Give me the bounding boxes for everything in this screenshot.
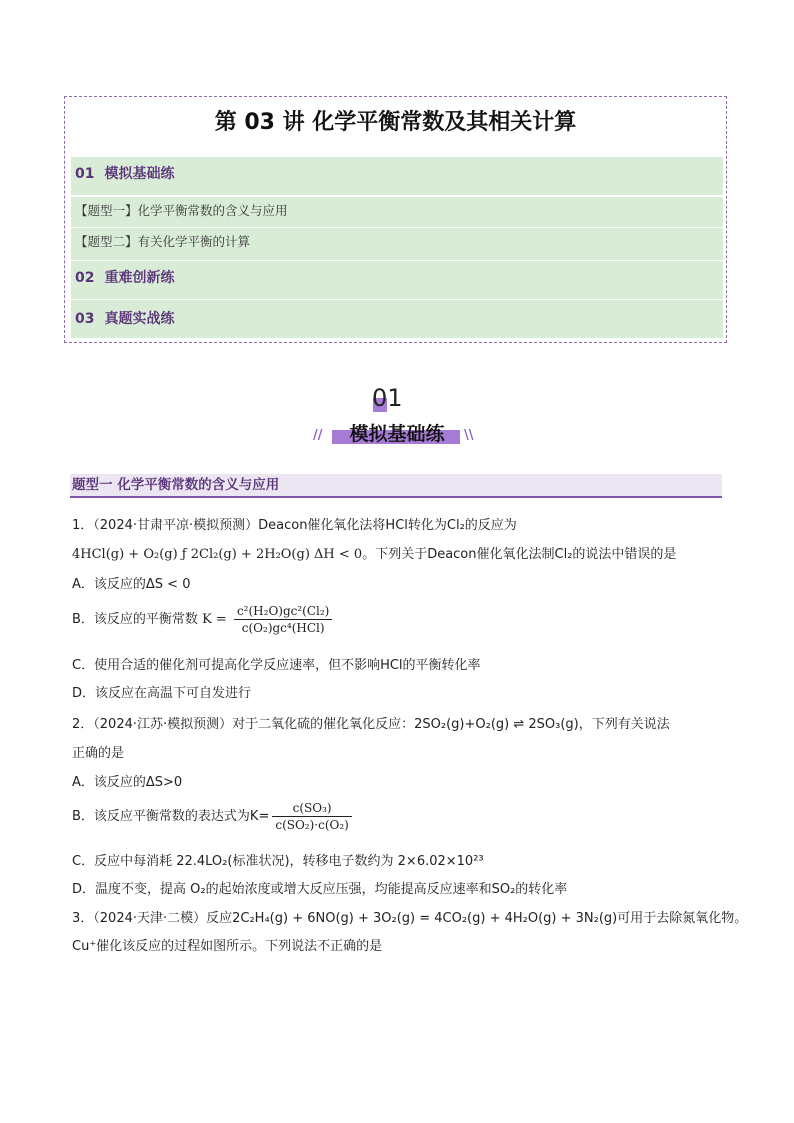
- question-type-header: 题型一 化学平衡常数的含义与应用: [70, 474, 722, 498]
- q2-option-d: D．温度不变，提高 O₂的起始浓度或增大反应压强，均能提高反应速率和SO₂的转化率: [72, 882, 568, 897]
- fraction-denominator: c(O₂)gc⁴(HCl): [241, 621, 325, 635]
- toc-item-real-exam[interactable]: [71, 300, 723, 338]
- q1-option-c: C．使用合适的催化剂可提高化学反应速率，但不影响HCl的平衡转化率: [72, 658, 481, 673]
- toc-item-number: 02: [75, 270, 95, 286]
- fraction-numerator: c(SO₃): [272, 801, 352, 817]
- section-slash-right: \\: [464, 428, 474, 443]
- q1-equation: 4HCl(g) + O₂(g) ƒ 2Cl₂(g) + 2H₂O(g) ΔH < 0: [72, 547, 363, 562]
- q1-stem-line2: [72, 543, 676, 562]
- section-number: 01: [372, 384, 403, 412]
- q2-stem-line2: 正确的是: [72, 746, 125, 761]
- toc-item-number: 01: [75, 166, 95, 182]
- section-slash-left: //: [313, 428, 323, 443]
- section-title: 模拟基础练: [349, 423, 445, 445]
- q1-stem-tail: 。下列关于Deacon催化氧化法制Cl₂的说法中错误的是: [362, 547, 677, 562]
- q2-option-c: C．反应中每消耗 22.4LO₂(标准状况)，转移电子数约为 2×6.02×10²³: [72, 854, 484, 869]
- toc-item-number: 03: [75, 311, 95, 327]
- q2-equilibrium-fraction: [272, 801, 352, 832]
- q3-stem-line1: 3．（2024·天津·二模）反应2C₂H₄(g) + 6NO(g) + 3O₂(g) = 4CO₂(g) + 4H₂O(g) + 3N₂(g)可用于去除氮氧化物。: [72, 911, 748, 926]
- toc-item-label: 模拟基础练: [104, 166, 175, 182]
- toc-item-label: 重难创新练: [104, 270, 175, 286]
- q3-stem-line2: Cu⁺催化该反应的过程如图所示。下列说法不正确的是: [72, 939, 383, 954]
- q1-stem-line1: 1．（2024·甘肃平凉·模拟预测）Deacon催化氧化法将HCl转化为Cl₂的反应为: [72, 518, 517, 533]
- toc-item-label: 【题型一】化学平衡常数的含义与应用: [75, 203, 288, 218]
- toc-item-hard-innovative[interactable]: [71, 261, 723, 299]
- q2-option-a: A．该反应的ΔS>0: [72, 775, 183, 790]
- toc-item-label: 【题型二】有关化学平衡的计算: [75, 234, 251, 249]
- q2-option-b-text: B．该反应平衡常数的表达式为K=: [72, 809, 270, 824]
- toc-item-label: 真题实战练: [104, 311, 175, 327]
- fraction-denominator: c(SO₂)·c(O₂): [275, 818, 349, 832]
- q1-option-b-k: K =: [202, 612, 227, 627]
- toc-item-type-two[interactable]: [71, 228, 723, 260]
- toc-item-basic-practice[interactable]: [71, 157, 723, 195]
- fraction-numerator: c²(H₂O)gc²(Cl₂): [234, 604, 332, 620]
- q1-equilibrium-fraction: [234, 604, 332, 635]
- toc-item-type-one[interactable]: [71, 197, 723, 227]
- q1-option-b-text: B．该反应的平衡常数: [72, 612, 198, 627]
- table-of-contents: [64, 96, 727, 343]
- q2-option-b: [72, 801, 352, 832]
- q1-option-a: A．该反应的ΔS < 0: [72, 577, 191, 592]
- q2-stem-line1: 2．（2024·江苏·模拟预测）对于二氧化硫的催化氧化反应：2SO₂(g)+O₂(g) ⇌ 2SO₃(g)，下列有关说法: [72, 717, 670, 732]
- q1-option-d: D．该反应在高温下可自发进行: [72, 686, 252, 701]
- q1-option-b: [72, 604, 332, 635]
- lesson-title: 第 03 讲 化学平衡常数及其相关计算: [214, 110, 577, 135]
